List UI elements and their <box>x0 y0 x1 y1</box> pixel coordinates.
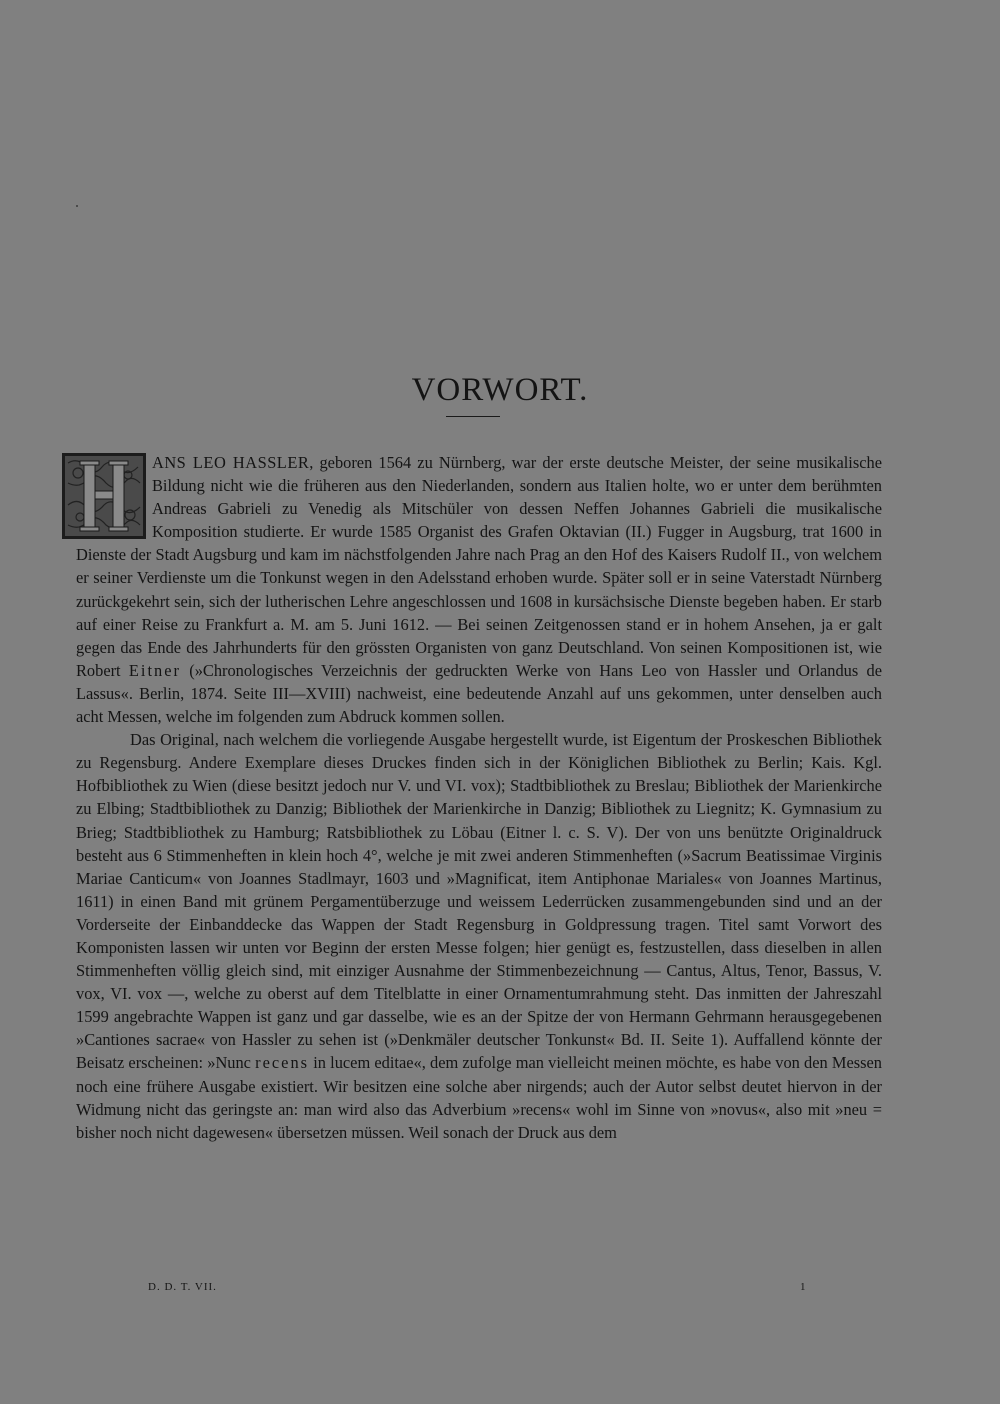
title-rule <box>446 416 500 417</box>
paragraph-2 <box>76 728 882 1144</box>
paragraph-1-text-a: , geboren 1564 zu Nürnberg, war der erste deutsche Meister, der seine musikalische Bildung nicht wie die früheren aus den Niederlanden, sondern aus Italien holte, wo er unter dem berühmten Andreas Gabrieli zu Venedig als Mitschüler von dessen Neffen Johannes Gabrieli die musikalische Komposition studierte. Er wurde 1585 Organist des Grafen Oktavian (II.) Fugger in Augsburg, trat 1600 in Dienste der Stadt Augsburg und kam im nächstfolgenden Jahre nach Prag an den Hof des Kaisers Rudolf II., von welchem er seiner Verdienste um die Tonkunst wegen in den Adelsstand erhoben wurde. Später soll er in seine Vaterstadt Nürnberg zurückgekehrt sein, sich der lutherischen Lehre angeschlossen und 1608 in kursächsische Dienste begeben haben. Er starb auf einer Reise zu Frankfurt a. M. am 5. Juni 1612. — Bei seinen Zeitgenossen stand er in hohem Ansehen, ja er galt gegen das Ende des Jahrhunderts für den grössten Organisten von ganz Deutschland. Von seinen Kompositionen ist, wie Robert <box>76 453 882 680</box>
opening-name: ANS LEO HASSLER <box>152 453 310 472</box>
footer-signature: D. D. T. VII. <box>148 1281 217 1293</box>
ornamental-initial-h-icon <box>62 453 146 539</box>
paragraph-2-text-b: in lucem editae«, dem zufolge man vielleicht meinen möchte, es habe von den Messen noch eine frühere Ausgabe existiert. Wir besitzen eine solche aber nirgends; auch der Autor selbst deutet hiervon in der Widmung nicht das geringste an: man wird also das Adverbium »recens« wohl im Sinne von »novus«, also mit »neu = bisher noch nicht dagewesen« übersetzen müssen. Weil sonach der Druck aus dem <box>76 1053 882 1142</box>
spaced-name-eitner: Eitner <box>128 660 181 680</box>
paragraph-2-text-a: Das Original, nach welchem die vorliegende Ausgabe hergestellt wurde, ist Eigentum der Proskeschen Bibliothek zu Regensburg. Andere Exemplare dieses Druckes finden sich in der Königlichen Bibliothek zu Berlin; Kais. Kgl. Hofbibliothek zu Wien (diese besitzt jedoch nur V. und VI. vox); Stadtbibliothek zu Breslau; Bibliothek der Marienkirche zu Elbing; Stadtbibliothek zu Danzig; Bibliothek der Marienkirche in Danzig; Bibliothek zu Liegnitz; K. Gymnasium zu Brieg; Stadtbibliothek zu Hamburg; Ratsbibliothek zu Löbau (Eitner l. c. S. V). Der von uns benützte Originaldruck besteht aus 6 Stimmenheften in klein hoch 4°, welche je mit zwei anderen Stimmenheften (»Sacrum Beatissimae Virginis Mariae Canticum« von Joannes Stadlmayr, 1603 und »Magnificat, item Antiphonae Mariales« von Joannes Martinus, 1611) in einen Band mit grünem Pergamentüberzuge und weissem Lederrücken zusammengebunden sind und an der Vorderseite der Einbanddecke das Wappen der Stadt Regensburg in Goldpressung tragen. Titel samt Vorwort des Komponisten lassen wir unten vor Beginn der ersten Messe folgen; hier genügt es, festzustellen, dass dieselben in allen Stimmenheften völlig gleich sind, mit einziger Ausnahme der Stimmenbezeichnung — Cantus, Altus, Tenor, Bassus, V. vox, VI. vox —, welche zu oberst auf dem Titelblatte in einer Ornamentumrahmung steht. Das inmitten der Jahreszahl 1599 angebrachte Wappen ist ganz und gar dasselbe, wie es an der Spitze der von Hermann Gehrmann herausgegebenen »Cantiones sacrae« von Hassler zu sehen ist (»Denkmäler deutscher Tonkunst« Bd. II. Seite 1). Auffallend könnte der Beisatz erscheinen: »Nunc <box>76 730 882 1073</box>
paragraph-1 <box>76 451 882 728</box>
spaced-word-recens: recens <box>255 1053 310 1073</box>
paragraph-1-text-b: (»Chronologisches Verzeichnis der gedruckten Werke von Hans Leo von Hassler und Orlandus de Lassus«. Berlin, 1874. Seite III—XVIII) nachweist, eine bedeutende Anzahl auf uns gekommen, unter denselben auch acht Messen, welche im folgenden zum Abdruck kommen sollen. <box>76 660 882 727</box>
body-text <box>76 451 882 1144</box>
page-title: VORWORT. <box>411 372 589 409</box>
page-number: 1 <box>800 1281 806 1293</box>
print-speck <box>76 205 78 207</box>
ornamental-initial <box>62 453 146 539</box>
